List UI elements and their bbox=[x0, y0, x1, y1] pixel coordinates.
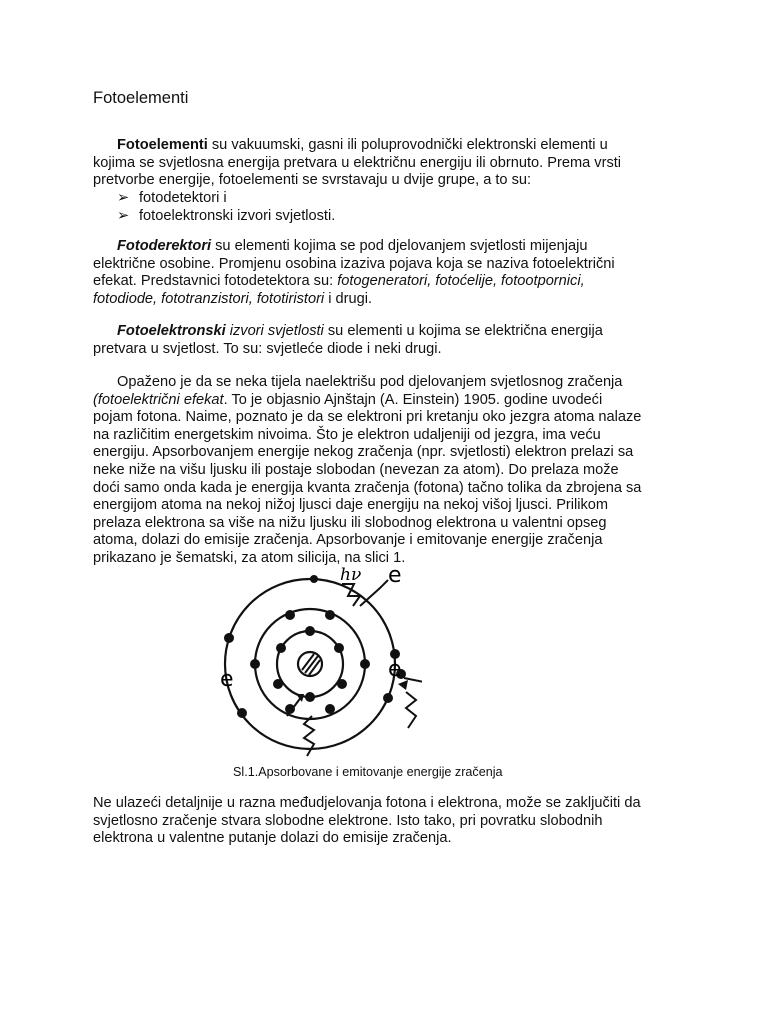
text-line: efekat. Predstavnici fotodetektora su: fotogeneratori, fotoćelije, fotootpornici, bbox=[93, 273, 585, 290]
electron-outer bbox=[237, 708, 247, 718]
text-line: svjetlosno zračenje stvara slobodne elektrone. Isto tako, pri povratku slobodnih bbox=[93, 812, 603, 829]
text-line: fotodiode, fototranzistori, fototiristori i drugi. bbox=[93, 290, 373, 307]
text-line: energijom atoma na nekoj nižoj ljusci daje energiju na nekoj višoj ljusci. Prilikom bbox=[93, 497, 609, 514]
atom-diagram bbox=[192, 566, 422, 761]
paragraph-intro bbox=[93, 137, 693, 190]
text-line: Fotoelementi su vakuumski, gasni ili poluprovodnički elektronski elementi u bbox=[117, 137, 608, 153]
electron-middle bbox=[325, 610, 335, 620]
electron-middle bbox=[285, 610, 295, 620]
bullet-text: fotoelektronski izvori svjetlosti. bbox=[139, 207, 336, 224]
label-e-left: e bbox=[220, 667, 234, 692]
text-line: na različitim energetskim nivoima. Što je elektron udaljeniji od jezgra, ima veću bbox=[93, 426, 601, 443]
electron-middle bbox=[337, 679, 347, 689]
electron-middle bbox=[276, 643, 286, 653]
electron-middle bbox=[273, 679, 283, 689]
arrow-bullet-icon: ➢ bbox=[117, 207, 130, 224]
text-line: Fotoderektori su elementi kojima se pod djelovanjem svjetlosti mijenjaju bbox=[117, 238, 588, 254]
text-line: pojam fotona. Naime, poznato je da se elektroni pri kretanju oko jezgra atoma nalaze bbox=[93, 409, 642, 426]
text-line: elektrona u valentne putanje dolazi do emisije zračenja. bbox=[93, 830, 452, 847]
text-line: kojima se svjetlosna energija pretvara u električnu energiju ili obrnuto. Prema vrsti bbox=[93, 154, 622, 171]
atom-figure bbox=[192, 566, 422, 761]
text-line: pretvara u svjetlost. To su: svjetleće diode i neki drugi. bbox=[93, 340, 442, 357]
text-line: energiju. Apsorbovanjem energije nekog zračenja (npr. svjetlosti) elektron prelazi sa bbox=[93, 444, 634, 461]
text-line: prikazano je šematski, za atom silicija, na slici 1. bbox=[93, 549, 406, 566]
text-line: neke niže na višu ljusku ili postaje slobodan (nevezan za atom). Do prelaza može bbox=[93, 461, 619, 478]
electron-middle bbox=[334, 643, 344, 653]
electron-inner bbox=[305, 626, 315, 636]
text-line: Opaženo je da se neka tijela naelektrišu pod djelovanjem svjetlosnog zračenja bbox=[117, 374, 623, 390]
paragraph-fotoelektronski bbox=[93, 323, 693, 358]
text-line: atoma, dolazi do emisije zračenja. Apsorbovanje i emitovanje energije zračenja bbox=[93, 532, 603, 549]
emitted-electron-arrow-icon bbox=[360, 580, 388, 606]
electron-outer bbox=[383, 693, 393, 703]
electron-middle bbox=[250, 659, 260, 669]
figure-caption: Sl.1.Apsorbovane i emitovanje energije zračenja bbox=[233, 765, 503, 779]
electron-inner bbox=[305, 692, 315, 702]
electron-middle bbox=[360, 659, 370, 669]
text-line: doći samo onda kada je energija kvanta zračenja (fotona) tačno tolika da zbrojena sa bbox=[93, 479, 642, 496]
document-title: Fotoelementi bbox=[93, 89, 189, 107]
bullet-text: fotodetektori i bbox=[139, 190, 227, 206]
right-wave-icon bbox=[406, 692, 416, 728]
paragraph-zakljucak bbox=[93, 795, 693, 848]
text-line: pretvorbe energije, fotoelementi se svrstavaju u dvije grupe, a to su: bbox=[93, 172, 532, 189]
electron-middle bbox=[325, 704, 335, 714]
text-line: prelaza elektrona sa više na nižu ljusku ili slobodnog elektrona u valentni opseg bbox=[93, 514, 607, 531]
text-line: električne osobine. Promjenu osobina izaziva pojava koja se naziva fotoelektrični bbox=[93, 255, 615, 272]
electron-outer bbox=[224, 633, 234, 643]
label-e-top: e bbox=[388, 566, 402, 588]
text-line: Fotoelektronski izvori svjetlosti su elementi u kojima se električna energija bbox=[117, 323, 603, 339]
bullet-item bbox=[93, 190, 227, 208]
bullet-list bbox=[93, 190, 336, 225]
label-e-right: e bbox=[388, 657, 402, 682]
paragraph-fotodetektori bbox=[93, 238, 693, 308]
bullet-item bbox=[93, 207, 336, 226]
electron-outer bbox=[310, 575, 318, 583]
nucleus bbox=[298, 652, 322, 676]
label-hv: hν bbox=[340, 566, 362, 585]
text-line: Ne ulazeći detaljnije u razna međudjelovanja fotona i elektrona, može se zaključiti da bbox=[93, 795, 641, 811]
arrow-bullet-icon: ➢ bbox=[117, 190, 130, 206]
text-line: (fotoelektrični efekat. To je objasnio Ajnštajn (A. Einstein) 1905. godine uvodeći bbox=[93, 391, 603, 408]
paragraph-fotoefekat bbox=[93, 374, 693, 568]
